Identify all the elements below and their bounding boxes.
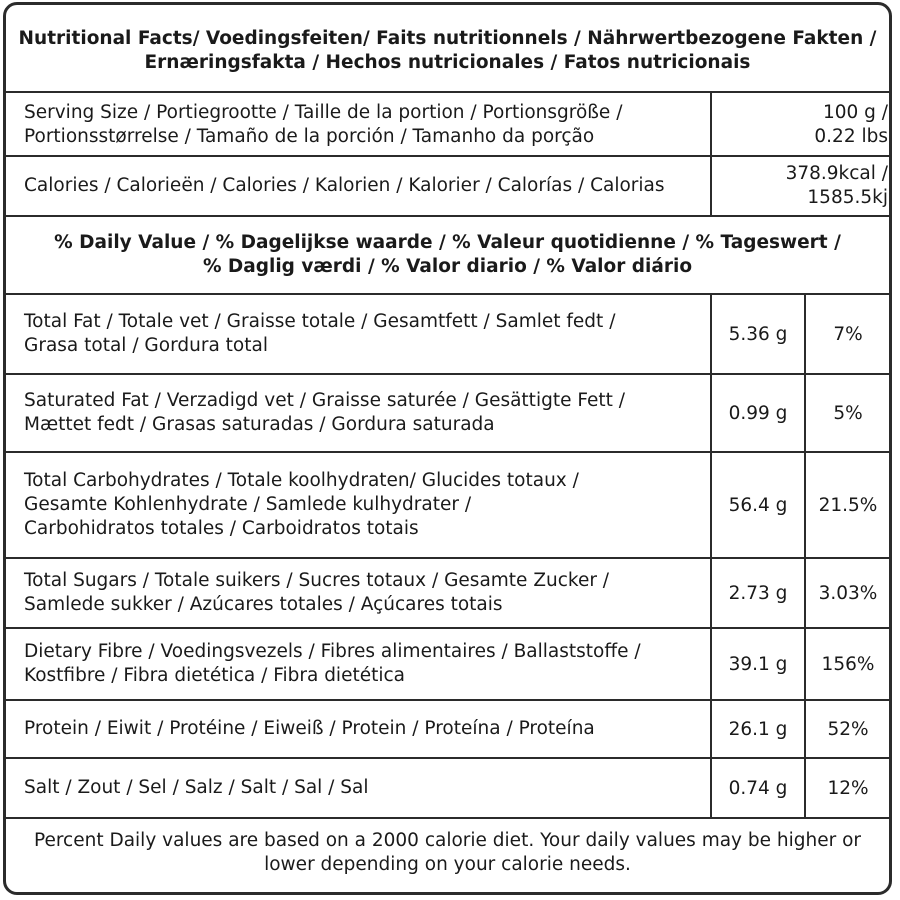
serving-size-label: Serving Size / Portiegrootte / Taille de la portion / Portionsgröße / Portionsstørrelse / Tamaño de la porción / Tamanho da porção	[24, 102, 623, 147]
nutrition-facts-panel	[3, 2, 892, 895]
calories-value: 378.9kcal / 1585.5kj	[785, 163, 888, 208]
divider	[6, 215, 889, 217]
nutrient-daily-value: 7%	[833, 323, 863, 345]
nutrient-label: Protein / Eiwit / Protéine / Eiweiß / Protein / Proteína / Proteína	[24, 718, 595, 739]
nutrient-amount: 2.73 g	[728, 582, 788, 604]
divider	[6, 91, 889, 93]
daily-value-header: % Daily Value / % Dagelijkse waarde / % Valeur quotidienne / % Tageswert / % Daglig værdi / % Valor diario / % Valor diário	[54, 232, 841, 277]
nutrient-amount: 26.1 g	[728, 718, 788, 740]
nutrient-daily-value: 156%	[821, 653, 875, 675]
nutrient-amount: 39.1 g	[728, 653, 788, 675]
nutrient-daily-value: 3.03%	[818, 582, 878, 604]
nutrient-daily-value: 12%	[827, 777, 869, 799]
nutrient-amount: 0.74 g	[728, 777, 788, 799]
nutrient-label: Total Carbohydrates / Totale koolhydraten/ Glucides totaux / Gesamte Kohlenhydrate / Samlede kulhydrater / Carbohidratos totales / Carboidratos totais	[24, 470, 579, 539]
panel-title: Nutritional Facts/ Voedingsfeiten/ Faits nutritionnels / Nährwertbezogene Fakten / Ernæringsfakta / Hechos nutricionales / Fatos nutricionais	[18, 28, 877, 73]
footnote: Percent Daily values are based on a 2000 calorie diet. Your daily values may be higher or lower depending on your calorie needs.	[33, 830, 862, 875]
divider	[6, 817, 889, 819]
nutrient-label: Saturated Fat / Verzadigd vet / Graisse saturée / Gesättigte Fett / Mættet fedt / Grasas saturadas / Gordura saturada	[24, 390, 625, 435]
nutrient-label: Total Sugars / Totale suikers / Sucres totaux / Gesamte Zucker / Samlede sukker / Azúcares totales / Açúcares totais	[24, 570, 610, 615]
nutrient-daily-value: 52%	[827, 718, 869, 740]
nutrient-amount: 5.36 g	[728, 323, 788, 345]
nutrient-daily-value: 5%	[833, 402, 863, 424]
nutrient-daily-value: 21.5%	[818, 494, 878, 516]
nutrient-label: Dietary Fibre / Voedingsvezels / Fibres alimentaires / Ballaststoffe / Kostfibre / Fibra dietética / Fibra dietética	[24, 641, 641, 686]
nutrient-label: Total Fat / Totale vet / Graisse totale / Gesamtfett / Samlet fedt / Grasa total / Gordura total	[24, 311, 616, 356]
nutrient-amount: 0.99 g	[728, 402, 788, 424]
nutrient-label: Salt / Zout / Sel / Salz / Salt / Sal / Sal	[24, 777, 369, 798]
serving-size-value: 100 g / 0.22 lbs	[814, 102, 888, 147]
calories-label: Calories / Calorieën / Calories / Kalorien / Kalorier / Calorías / Calorias	[24, 175, 665, 196]
nutrient-amount: 56.4 g	[728, 494, 788, 516]
